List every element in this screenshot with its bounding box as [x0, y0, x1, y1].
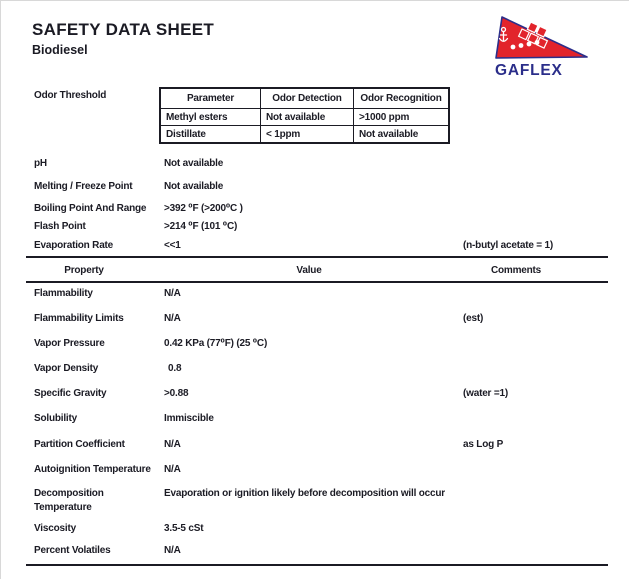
property-row-partition-coefficient	[1, 438, 629, 454]
property-row-evaporation-rate	[1, 239, 629, 255]
property-label: Vapor Pressure	[34, 338, 105, 349]
odor-table-row	[160, 126, 449, 144]
odor-cell: >1000 ppm	[354, 109, 450, 126]
odor-threshold-label: Odor Threshold	[34, 90, 107, 101]
odor-cell: < 1ppm	[261, 126, 354, 144]
property-label: Specific Gravity	[34, 388, 107, 399]
property-row-autoignition-temperature	[1, 463, 629, 479]
property-row-viscosity	[1, 522, 629, 538]
property-value: Evaporation or ignition likely before decomposition will occur	[164, 488, 445, 499]
odor-col-detection: Odor Detection	[261, 88, 354, 109]
property-label: Vapor Density	[34, 363, 99, 374]
logo-wordmark: GAFLEX	[495, 62, 563, 79]
product-name: Biodiesel	[32, 43, 88, 57]
property-value: Not available	[164, 158, 224, 169]
property-row-specific-gravity	[1, 387, 629, 403]
odor-col-parameter: Parameter	[160, 88, 261, 109]
header-property: Property	[64, 265, 104, 276]
odor-table-row	[160, 109, 449, 126]
property-value: N/A	[164, 464, 181, 475]
odor-cell: Not available	[261, 109, 354, 126]
property-row-boiling-point	[1, 202, 629, 218]
property-label: Melting / Freeze Point	[34, 181, 133, 192]
property-label: Autoignition Temperature	[34, 464, 151, 475]
property-value: <<1	[164, 240, 181, 251]
property-value: >0.88	[164, 388, 189, 399]
property-row-solubility	[1, 412, 629, 428]
page-title: SAFETY DATA SHEET	[32, 20, 215, 39]
property-row-flash-point	[1, 220, 629, 236]
property-row-decomposition-temperature	[1, 487, 629, 513]
property-label: Flammability Limits	[34, 313, 124, 324]
property-value: N/A	[164, 439, 181, 450]
property-comment: (n-butyl acetate = 1)	[463, 240, 553, 251]
property-value: N/A	[164, 545, 181, 556]
property-row-flammability-limits	[1, 312, 629, 328]
property-row-ph	[1, 157, 629, 173]
odor-cell: Methyl esters	[160, 109, 261, 126]
property-label: Flash Point	[34, 221, 86, 232]
property-label: Decomposition Temperature	[34, 488, 104, 513]
property-comment: (est)	[463, 313, 484, 324]
property-label: Percent Volatiles	[34, 545, 111, 556]
property-comment: (water =1)	[463, 388, 508, 399]
odor-cell: Distillate	[160, 126, 261, 144]
property-label: Partition Coefficient	[34, 439, 125, 450]
property-value: Immiscible	[164, 413, 214, 424]
header-comments: Comments	[490, 265, 542, 276]
odor-cell: Not available	[354, 126, 450, 144]
odor-threshold-table	[159, 87, 450, 144]
odor-table-header-row	[160, 88, 449, 109]
property-value: >392 ⁰F (>200⁰C )	[164, 203, 243, 214]
property-value: N/A	[164, 288, 181, 299]
divider-line	[26, 256, 608, 258]
property-value: >214 ⁰F (101 ⁰C)	[164, 221, 238, 232]
property-value: 3.5-5 cSt	[164, 523, 204, 534]
header-value: Value	[296, 265, 322, 276]
property-value: 0.42 KPa (77⁰F) (25 ⁰C)	[164, 338, 268, 349]
divider-line	[26, 281, 608, 283]
property-label: pH	[34, 158, 47, 169]
property-label: Evaporation Rate	[34, 240, 114, 251]
property-label: Viscosity	[34, 523, 76, 534]
property-row-vapor-pressure	[1, 337, 629, 353]
property-row-percent-volatiles	[1, 544, 629, 560]
divider-line	[26, 564, 608, 566]
property-value: Not available	[164, 181, 224, 192]
property-label: Flammability	[34, 288, 93, 299]
property-row-melting-point	[1, 180, 629, 196]
property-label: Solubility	[34, 413, 78, 424]
property-row-flammability	[1, 287, 629, 303]
property-label: Boiling Point And Range	[34, 203, 147, 214]
property-value: 0.8	[168, 363, 182, 374]
property-row-vapor-density	[1, 362, 629, 378]
gaflex-logo	[488, 8, 606, 82]
property-value: N/A	[164, 313, 181, 324]
odor-col-recognition: Odor Recognition	[354, 88, 450, 109]
property-comment: as Log P	[463, 439, 504, 450]
